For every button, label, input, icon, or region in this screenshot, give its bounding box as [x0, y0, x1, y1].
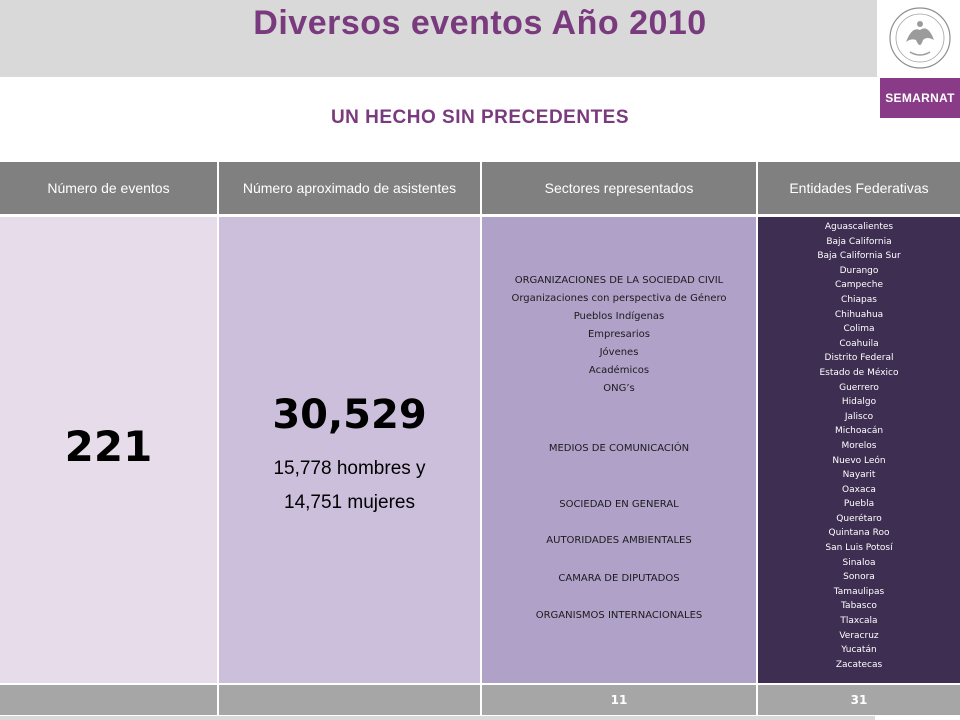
state-item: Sinaloa: [842, 557, 876, 568]
sector-item: Jóvenes: [599, 347, 639, 358]
state-item: Tlaxcala: [840, 616, 878, 627]
state-item: Distrito Federal: [824, 353, 894, 364]
footer-cell-events: [0, 685, 217, 715]
bottom-rule: [0, 716, 875, 720]
state-item: Yucatán: [841, 645, 877, 656]
state-item: Chihuahua: [834, 309, 884, 320]
state-item: Puebla: [843, 499, 875, 510]
state-item: Zacatecas: [835, 659, 883, 670]
state-item: Sonora: [843, 572, 875, 583]
column-header-sectors: Sectores representados: [482, 162, 756, 214]
state-item: Nayarit: [842, 470, 876, 481]
state-item: Quintana Roo: [828, 528, 890, 539]
state-item: Colima: [843, 324, 875, 335]
page-subtitle: UN HECHO SIN PRECEDENTES: [330, 107, 630, 128]
sector-society: SOCIEDAD EN GENERAL: [559, 499, 679, 510]
sectors-cell: [482, 217, 756, 683]
column-header-attendees: Número aproximado de asistentes: [219, 162, 480, 214]
attendees-total: 30,529: [272, 392, 427, 438]
sector-authorities: AUTORIDADES AMBIENTALES: [546, 535, 692, 546]
state-item: Durango: [839, 265, 879, 276]
state-item: Guerrero: [839, 382, 879, 393]
state-item: Baja California: [826, 236, 892, 247]
footer-states-count: 31: [758, 685, 960, 715]
sector-international: ORGANISMOS INTERNACIONALES: [535, 610, 703, 621]
state-item: Estado de México: [819, 367, 899, 378]
sector-item: Organizaciones con perspectiva de Género: [511, 293, 727, 304]
footer-cell-attendees: [219, 685, 480, 715]
state-item: Tabasco: [841, 601, 877, 612]
state-item: Querétaro: [836, 513, 882, 524]
state-item: Tamaulipas: [833, 586, 885, 597]
mexican-coat-of-arms-icon: [880, 0, 960, 78]
column-header-states: Entidades Federativas: [758, 162, 960, 214]
state-item: Jalisco: [844, 411, 874, 422]
state-item: Hidalgo: [841, 397, 877, 408]
events-cell: [0, 217, 217, 683]
state-item: Campeche: [834, 280, 883, 291]
state-item: Aguascalientes: [824, 222, 894, 232]
brand-logo: SEMARNAT: [880, 78, 960, 118]
page-title: Diversos eventos Año 2010: [253, 4, 707, 42]
state-item: Coahuila: [839, 338, 879, 349]
events-count: 221: [64, 422, 153, 471]
footer-sectors-count: 11: [482, 685, 756, 715]
state-item: Oaxaca: [842, 484, 876, 495]
events-table: [0, 162, 960, 715]
attendees-women: 14,751 mujeres: [284, 492, 415, 513]
attendees-cell: [219, 217, 480, 683]
sector-media: MEDIOS DE COMUNICACIÓN: [548, 443, 690, 454]
state-item: Nuevo León: [832, 455, 886, 466]
state-item: Chiapas: [841, 294, 877, 305]
column-header-events: Número de eventos: [0, 162, 217, 214]
sector-item: ONG’s: [603, 383, 635, 394]
sector-deputies: CAMARA DE DIPUTADOS: [558, 573, 680, 584]
sector-list: [482, 272, 756, 398]
state-list: [758, 220, 960, 672]
sector-item: Empresarios: [587, 329, 650, 340]
attendees-men: 15,778 hombres y: [273, 458, 426, 479]
sector-item: ORGANIZACIONES DE LA SOCIEDAD CIVIL: [514, 275, 724, 286]
state-item: Michoacán: [834, 426, 884, 437]
states-cell: [758, 217, 960, 683]
sector-item: Pueblos Indígenas: [573, 311, 665, 322]
sector-item: Académicos: [588, 365, 650, 376]
state-item: Veracruz: [839, 630, 879, 641]
state-item: Baja California Sur: [817, 251, 901, 262]
state-item: Morelos: [841, 440, 877, 451]
state-item: San Luis Potosí: [825, 543, 893, 554]
